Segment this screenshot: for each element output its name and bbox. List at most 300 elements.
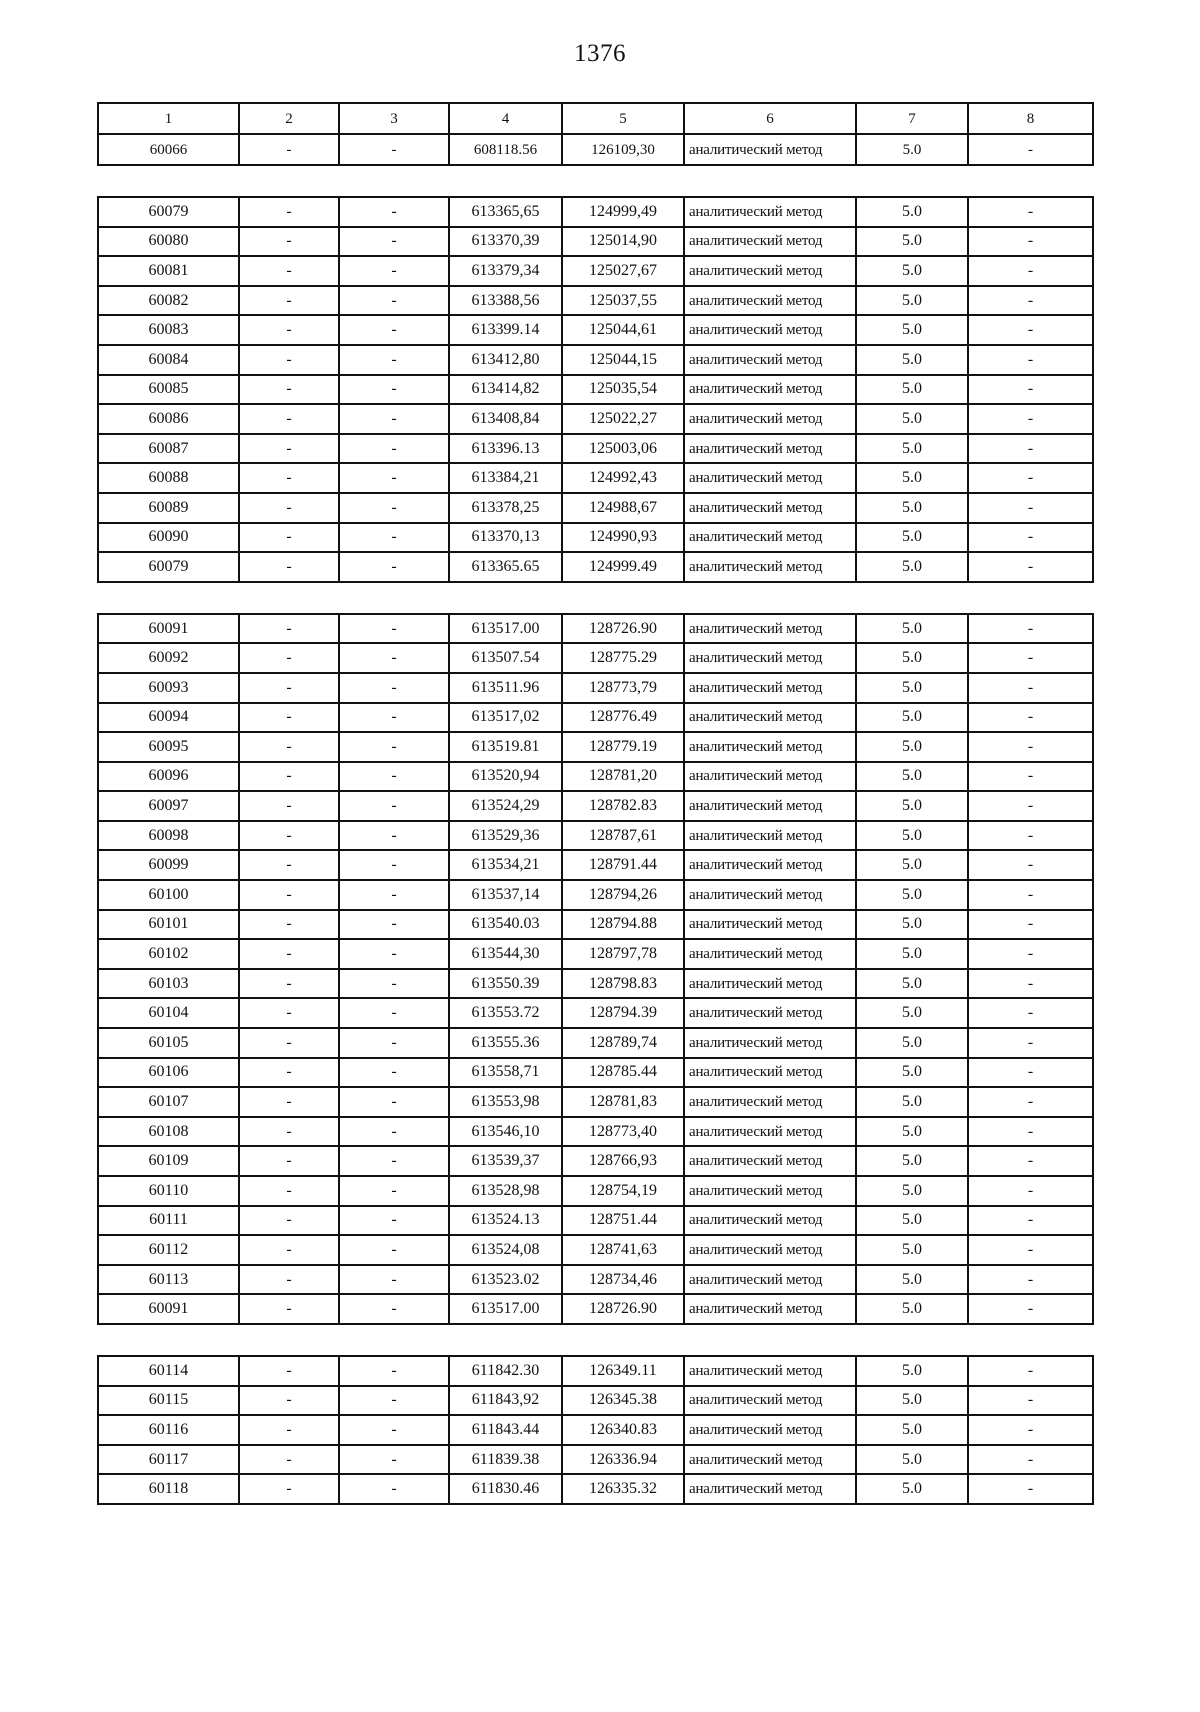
coordinates-table-block xyxy=(97,196,1094,583)
accuracy-cell: 5.0 xyxy=(856,969,968,999)
x-coordinate-cell: 613539,37 xyxy=(449,1146,562,1176)
table-row xyxy=(98,850,1093,880)
method-cell: аналитический метод xyxy=(684,286,856,316)
col8-cell: - xyxy=(968,493,1093,523)
col3-cell: - xyxy=(339,134,449,165)
x-coordinate-cell: 613537,14 xyxy=(449,880,562,910)
y-coordinate-cell: 128775.29 xyxy=(562,643,684,673)
x-coordinate-cell: 611830.46 xyxy=(449,1474,562,1504)
col8-cell: - xyxy=(968,1415,1093,1445)
col2-cell: - xyxy=(239,1445,339,1475)
x-coordinate-cell: 613370,13 xyxy=(449,523,562,553)
col3-cell: - xyxy=(339,523,449,553)
col2-cell: - xyxy=(239,1058,339,1088)
x-coordinate-cell: 613524,29 xyxy=(449,791,562,821)
point-number-cell: 60099 xyxy=(98,850,239,880)
point-number-cell: 60103 xyxy=(98,969,239,999)
col3-cell: - xyxy=(339,375,449,405)
y-coordinate-cell: 128791.44 xyxy=(562,850,684,880)
col3-cell: - xyxy=(339,1087,449,1117)
accuracy-cell: 5.0 xyxy=(856,227,968,257)
col2-cell: - xyxy=(239,315,339,345)
col2-cell: - xyxy=(239,1176,339,1206)
accuracy-cell: 5.0 xyxy=(856,1294,968,1324)
table-row xyxy=(98,703,1093,733)
x-coordinate-cell: 613528,98 xyxy=(449,1176,562,1206)
y-coordinate-cell: 128782.83 xyxy=(562,791,684,821)
col3-cell: - xyxy=(339,1294,449,1324)
table-row xyxy=(98,1058,1093,1088)
point-number-cell: 60115 xyxy=(98,1386,239,1416)
col2-cell: - xyxy=(239,404,339,434)
method-cell: аналитический метод xyxy=(684,315,856,345)
x-coordinate-cell: 613507.54 xyxy=(449,643,562,673)
table-row xyxy=(98,315,1093,345)
accuracy-cell: 5.0 xyxy=(856,463,968,493)
accuracy-cell: 5.0 xyxy=(856,643,968,673)
method-cell: аналитический метод xyxy=(684,463,856,493)
col3-cell: - xyxy=(339,939,449,969)
table-row xyxy=(98,197,1093,227)
table-row xyxy=(98,910,1093,940)
accuracy-cell: 5.0 xyxy=(856,1117,968,1147)
y-coordinate-cell: 128794.39 xyxy=(562,998,684,1028)
y-coordinate-cell: 125027,67 xyxy=(562,256,684,286)
table-row xyxy=(98,1415,1093,1445)
header-cell-8: 8 xyxy=(968,103,1093,134)
table-gap xyxy=(97,1325,1092,1355)
accuracy-cell: 5.0 xyxy=(856,850,968,880)
col2-cell: - xyxy=(239,134,339,165)
col8-cell: - xyxy=(968,703,1093,733)
col3-cell: - xyxy=(339,673,449,703)
x-coordinate-cell: 613370,39 xyxy=(449,227,562,257)
page-number: 1376 xyxy=(574,40,626,67)
col8-cell: - xyxy=(968,1146,1093,1176)
x-coordinate-cell: 613524,08 xyxy=(449,1235,562,1265)
point-number-cell: 60104 xyxy=(98,998,239,1028)
method-cell: аналитический метод xyxy=(684,939,856,969)
col2-cell: - xyxy=(239,1265,339,1295)
accuracy-cell: 5.0 xyxy=(856,493,968,523)
coordinates-table-block xyxy=(97,613,1094,1325)
method-cell: аналитический метод xyxy=(684,1058,856,1088)
point-number-cell: 60090 xyxy=(98,523,239,553)
table-row xyxy=(98,1294,1093,1324)
y-coordinate-cell: 126340.83 xyxy=(562,1415,684,1445)
col3-cell: - xyxy=(339,1415,449,1445)
accuracy-cell: 5.0 xyxy=(856,134,968,165)
method-cell: аналитический метод xyxy=(684,673,856,703)
col2-cell: - xyxy=(239,703,339,733)
header-cell-1: 1 xyxy=(98,103,239,134)
point-number-cell: 60097 xyxy=(98,791,239,821)
y-coordinate-cell: 124990,93 xyxy=(562,523,684,553)
method-cell: аналитический метод xyxy=(684,1386,856,1416)
y-coordinate-cell: 128787,61 xyxy=(562,821,684,851)
x-coordinate-cell: 613408,84 xyxy=(449,404,562,434)
col8-cell: - xyxy=(968,134,1093,165)
col3-cell: - xyxy=(339,1146,449,1176)
y-coordinate-cell: 128779.19 xyxy=(562,732,684,762)
method-cell: аналитический метод xyxy=(684,910,856,940)
col2-cell: - xyxy=(239,345,339,375)
point-number-cell: 60079 xyxy=(98,552,239,582)
x-coordinate-cell: 613550.39 xyxy=(449,969,562,999)
col2-cell: - xyxy=(239,227,339,257)
col8-cell: - xyxy=(968,345,1093,375)
method-cell: аналитический метод xyxy=(684,375,856,405)
col8-cell: - xyxy=(968,1386,1093,1416)
col8-cell: - xyxy=(968,1206,1093,1236)
method-cell: аналитический метод xyxy=(684,614,856,644)
y-coordinate-cell: 124999.49 xyxy=(562,552,684,582)
table-gap xyxy=(97,166,1092,196)
method-cell: аналитический метод xyxy=(684,732,856,762)
method-cell: аналитический метод xyxy=(684,523,856,553)
col3-cell: - xyxy=(339,345,449,375)
method-cell: аналитический метод xyxy=(684,404,856,434)
table-row xyxy=(98,821,1093,851)
table-row xyxy=(98,1117,1093,1147)
table-row xyxy=(98,404,1093,434)
point-number-cell: 60100 xyxy=(98,880,239,910)
point-number-cell: 60107 xyxy=(98,1087,239,1117)
method-cell: аналитический метод xyxy=(684,1445,856,1475)
col3-cell: - xyxy=(339,1206,449,1236)
table-row xyxy=(98,1474,1093,1504)
col3-cell: - xyxy=(339,791,449,821)
col3-cell: - xyxy=(339,910,449,940)
point-number-cell: 60086 xyxy=(98,404,239,434)
accuracy-cell: 5.0 xyxy=(856,821,968,851)
x-coordinate-cell: 613511.96 xyxy=(449,673,562,703)
col3-cell: - xyxy=(339,463,449,493)
method-cell: аналитический метод xyxy=(684,434,856,464)
accuracy-cell: 5.0 xyxy=(856,256,968,286)
x-coordinate-cell: 613414,82 xyxy=(449,375,562,405)
method-cell: аналитический метод xyxy=(684,493,856,523)
accuracy-cell: 5.0 xyxy=(856,315,968,345)
point-number-cell: 60092 xyxy=(98,643,239,673)
y-coordinate-cell: 128789,74 xyxy=(562,1028,684,1058)
point-number-cell: 60114 xyxy=(98,1356,239,1386)
point-number-cell: 60079 xyxy=(98,197,239,227)
col8-cell: - xyxy=(968,850,1093,880)
point-number-cell: 60112 xyxy=(98,1235,239,1265)
col3-cell: - xyxy=(339,880,449,910)
x-coordinate-cell: 613412,80 xyxy=(449,345,562,375)
col3-cell: - xyxy=(339,1445,449,1475)
col3-cell: - xyxy=(339,256,449,286)
col3-cell: - xyxy=(339,1386,449,1416)
col2-cell: - xyxy=(239,821,339,851)
col8-cell: - xyxy=(968,821,1093,851)
y-coordinate-cell: 128797,78 xyxy=(562,939,684,969)
y-coordinate-cell: 128794,26 xyxy=(562,880,684,910)
method-cell: аналитический метод xyxy=(684,1117,856,1147)
accuracy-cell: 5.0 xyxy=(856,345,968,375)
point-number-cell: 60106 xyxy=(98,1058,239,1088)
method-cell: аналитический метод xyxy=(684,1415,856,1445)
accuracy-cell: 5.0 xyxy=(856,614,968,644)
col3-cell: - xyxy=(339,1028,449,1058)
method-cell: аналитический метод xyxy=(684,1028,856,1058)
col3-cell: - xyxy=(339,732,449,762)
col2-cell: - xyxy=(239,910,339,940)
col8-cell: - xyxy=(968,762,1093,792)
accuracy-cell: 5.0 xyxy=(856,880,968,910)
table-row xyxy=(98,552,1093,582)
accuracy-cell: 5.0 xyxy=(856,910,968,940)
col8-cell: - xyxy=(968,1028,1093,1058)
table-row xyxy=(98,969,1093,999)
table-row xyxy=(98,1028,1093,1058)
table-header-block xyxy=(97,102,1094,166)
col2-cell: - xyxy=(239,614,339,644)
header-cell-7: 7 xyxy=(856,103,968,134)
col2-cell: - xyxy=(239,1117,339,1147)
y-coordinate-cell: 126349.11 xyxy=(562,1356,684,1386)
accuracy-cell: 5.0 xyxy=(856,1415,968,1445)
col2-cell: - xyxy=(239,998,339,1028)
x-coordinate-cell: 613517.00 xyxy=(449,614,562,644)
x-coordinate-cell: 613546,10 xyxy=(449,1117,562,1147)
col3-cell: - xyxy=(339,614,449,644)
col3-cell: - xyxy=(339,552,449,582)
coordinates-tables xyxy=(97,102,1092,1505)
accuracy-cell: 5.0 xyxy=(856,1445,968,1475)
table-row xyxy=(98,1176,1093,1206)
point-number-cell: 60117 xyxy=(98,1445,239,1475)
point-number-cell: 60087 xyxy=(98,434,239,464)
x-coordinate-cell: 613365.65 xyxy=(449,552,562,582)
col2-cell: - xyxy=(239,286,339,316)
point-number-cell: 60091 xyxy=(98,614,239,644)
col3-cell: - xyxy=(339,1474,449,1504)
col3-cell: - xyxy=(339,1176,449,1206)
table-row xyxy=(98,434,1093,464)
col8-cell: - xyxy=(968,732,1093,762)
point-number-cell: 60089 xyxy=(98,493,239,523)
accuracy-cell: 5.0 xyxy=(856,1356,968,1386)
method-cell: аналитический метод xyxy=(684,1474,856,1504)
col3-cell: - xyxy=(339,197,449,227)
col3-cell: - xyxy=(339,493,449,523)
x-coordinate-cell: 613540.03 xyxy=(449,910,562,940)
x-coordinate-cell: 611839.38 xyxy=(449,1445,562,1475)
point-number-cell: 60066 xyxy=(98,134,239,165)
y-coordinate-cell: 124988,67 xyxy=(562,493,684,523)
col2-cell: - xyxy=(239,1415,339,1445)
accuracy-cell: 5.0 xyxy=(856,939,968,969)
col2-cell: - xyxy=(239,1028,339,1058)
method-cell: аналитический метод xyxy=(684,1206,856,1236)
x-coordinate-cell: 613519.81 xyxy=(449,732,562,762)
y-coordinate-cell: 128773,79 xyxy=(562,673,684,703)
y-coordinate-cell: 124999,49 xyxy=(562,197,684,227)
y-coordinate-cell: 128741,63 xyxy=(562,1235,684,1265)
table-row xyxy=(98,1386,1093,1416)
x-coordinate-cell: 613523.02 xyxy=(449,1265,562,1295)
col3-cell: - xyxy=(339,434,449,464)
col2-cell: - xyxy=(239,197,339,227)
method-cell: аналитический метод xyxy=(684,643,856,673)
col8-cell: - xyxy=(968,286,1093,316)
y-coordinate-cell: 128734,46 xyxy=(562,1265,684,1295)
col8-cell: - xyxy=(968,197,1093,227)
table-row xyxy=(98,345,1093,375)
accuracy-cell: 5.0 xyxy=(856,1235,968,1265)
col8-cell: - xyxy=(968,614,1093,644)
col8-cell: - xyxy=(968,1235,1093,1265)
point-number-cell: 60081 xyxy=(98,256,239,286)
col2-cell: - xyxy=(239,434,339,464)
col8-cell: - xyxy=(968,998,1093,1028)
method-cell: аналитический метод xyxy=(684,998,856,1028)
point-number-cell: 60082 xyxy=(98,286,239,316)
point-number-cell: 60102 xyxy=(98,939,239,969)
accuracy-cell: 5.0 xyxy=(856,1176,968,1206)
table-row xyxy=(98,1235,1093,1265)
table-row xyxy=(98,1356,1093,1386)
y-coordinate-cell: 125014,90 xyxy=(562,227,684,257)
y-coordinate-cell: 125037,55 xyxy=(562,286,684,316)
accuracy-cell: 5.0 xyxy=(856,404,968,434)
col8-cell: - xyxy=(968,939,1093,969)
point-number-cell: 60088 xyxy=(98,463,239,493)
col3-cell: - xyxy=(339,1356,449,1386)
accuracy-cell: 5.0 xyxy=(856,523,968,553)
x-coordinate-cell: 611842.30 xyxy=(449,1356,562,1386)
point-number-cell: 60105 xyxy=(98,1028,239,1058)
method-cell: аналитический метод xyxy=(684,1294,856,1324)
col8-cell: - xyxy=(968,880,1093,910)
col2-cell: - xyxy=(239,850,339,880)
col8-cell: - xyxy=(968,673,1093,703)
accuracy-cell: 5.0 xyxy=(856,673,968,703)
col2-cell: - xyxy=(239,1386,339,1416)
x-coordinate-cell: 613388,56 xyxy=(449,286,562,316)
col8-cell: - xyxy=(968,315,1093,345)
point-number-cell: 60085 xyxy=(98,375,239,405)
point-number-cell: 60095 xyxy=(98,732,239,762)
col8-cell: - xyxy=(968,1087,1093,1117)
col3-cell: - xyxy=(339,1058,449,1088)
col8-cell: - xyxy=(968,1294,1093,1324)
y-coordinate-cell: 128785.44 xyxy=(562,1058,684,1088)
table-row xyxy=(98,880,1093,910)
accuracy-cell: 5.0 xyxy=(856,1474,968,1504)
table-row xyxy=(98,463,1093,493)
col2-cell: - xyxy=(239,1235,339,1265)
y-coordinate-cell: 124992,43 xyxy=(562,463,684,493)
col2-cell: - xyxy=(239,673,339,703)
x-coordinate-cell: 613524.13 xyxy=(449,1206,562,1236)
method-cell: аналитический метод xyxy=(684,1265,856,1295)
accuracy-cell: 5.0 xyxy=(856,197,968,227)
accuracy-cell: 5.0 xyxy=(856,1386,968,1416)
table-row xyxy=(98,643,1093,673)
col8-cell: - xyxy=(968,643,1093,673)
table-row xyxy=(98,227,1093,257)
x-coordinate-cell: 613553,98 xyxy=(449,1087,562,1117)
table-row xyxy=(98,523,1093,553)
y-coordinate-cell: 128794.88 xyxy=(562,910,684,940)
coordinates-table-block xyxy=(97,1355,1094,1505)
x-coordinate-cell: 613365,65 xyxy=(449,197,562,227)
col3-cell: - xyxy=(339,1235,449,1265)
accuracy-cell: 5.0 xyxy=(856,998,968,1028)
method-cell: аналитический метод xyxy=(684,227,856,257)
method-cell: аналитический метод xyxy=(684,345,856,375)
col3-cell: - xyxy=(339,227,449,257)
y-coordinate-cell: 126345.38 xyxy=(562,1386,684,1416)
method-cell: аналитический метод xyxy=(684,1235,856,1265)
y-coordinate-cell: 128776.49 xyxy=(562,703,684,733)
col3-cell: - xyxy=(339,643,449,673)
col8-cell: - xyxy=(968,434,1093,464)
accuracy-cell: 5.0 xyxy=(856,1087,968,1117)
col3-cell: - xyxy=(339,850,449,880)
col2-cell: - xyxy=(239,523,339,553)
col2-cell: - xyxy=(239,463,339,493)
point-number-cell: 60094 xyxy=(98,703,239,733)
point-number-cell: 60101 xyxy=(98,910,239,940)
table-row xyxy=(98,375,1093,405)
point-number-cell: 60093 xyxy=(98,673,239,703)
x-coordinate-cell: 613517,02 xyxy=(449,703,562,733)
table-row xyxy=(98,998,1093,1028)
method-cell: аналитический метод xyxy=(684,791,856,821)
col8-cell: - xyxy=(968,1445,1093,1475)
col8-cell: - xyxy=(968,227,1093,257)
x-coordinate-cell: 611843.44 xyxy=(449,1415,562,1445)
accuracy-cell: 5.0 xyxy=(856,1146,968,1176)
point-number-cell: 60113 xyxy=(98,1265,239,1295)
accuracy-cell: 5.0 xyxy=(856,791,968,821)
table-row xyxy=(98,1265,1093,1295)
col2-cell: - xyxy=(239,493,339,523)
y-coordinate-cell: 126335.32 xyxy=(562,1474,684,1504)
method-cell: аналитический метод xyxy=(684,1356,856,1386)
table-row xyxy=(98,1206,1093,1236)
col2-cell: - xyxy=(239,1474,339,1504)
y-coordinate-cell: 125022,27 xyxy=(562,404,684,434)
point-number-cell: 60096 xyxy=(98,762,239,792)
col3-cell: - xyxy=(339,1265,449,1295)
col8-cell: - xyxy=(968,256,1093,286)
accuracy-cell: 5.0 xyxy=(856,286,968,316)
table-row xyxy=(98,1087,1093,1117)
table-row xyxy=(98,939,1093,969)
col2-cell: - xyxy=(239,969,339,999)
y-coordinate-cell: 128766,93 xyxy=(562,1146,684,1176)
col2-cell: - xyxy=(239,375,339,405)
accuracy-cell: 5.0 xyxy=(856,1265,968,1295)
point-number-cell: 60084 xyxy=(98,345,239,375)
col8-cell: - xyxy=(968,463,1093,493)
col2-cell: - xyxy=(239,880,339,910)
col2-cell: - xyxy=(239,1294,339,1324)
x-coordinate-cell: 608118.56 xyxy=(449,134,562,165)
col3-cell: - xyxy=(339,703,449,733)
col8-cell: - xyxy=(968,910,1093,940)
method-cell: аналитический метод xyxy=(684,552,856,582)
point-number-cell: 60109 xyxy=(98,1146,239,1176)
y-coordinate-cell: 128781,20 xyxy=(562,762,684,792)
col8-cell: - xyxy=(968,1117,1093,1147)
